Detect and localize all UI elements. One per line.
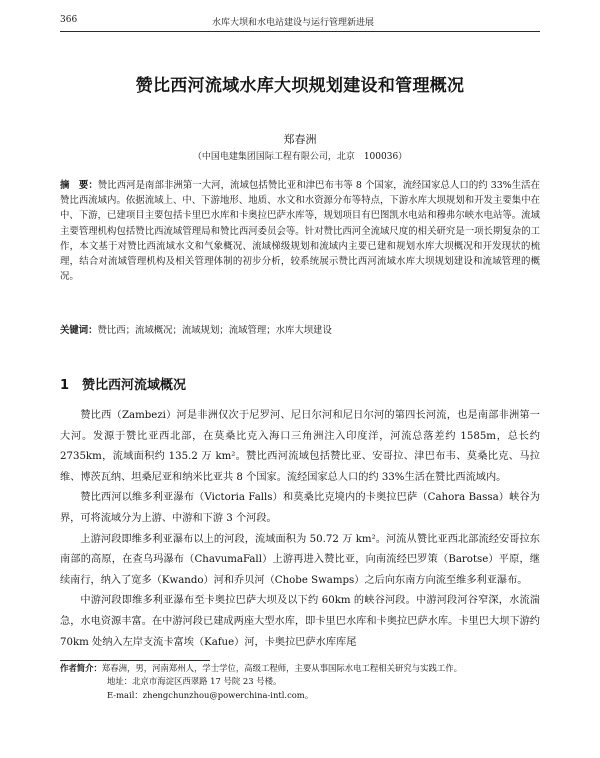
footnote-author-info: 郑春洲，男，河南郑州人，学士学位，高级工程师，主要从事国际水电工程相关研究与实践工作。 bbox=[101, 663, 462, 673]
keywords bbox=[60, 322, 540, 336]
paper-title: 赞比西河流域水库大坝规划建设和管理概况 bbox=[135, 76, 465, 96]
running-header bbox=[60, 14, 540, 28]
section-title: 赞比西河流域概况 bbox=[82, 378, 187, 393]
header-rule bbox=[60, 31, 540, 32]
abstract-label: 摘 要： bbox=[60, 180, 98, 191]
running-head-title: 水库大坝和水电站建设与运行管理新进展 bbox=[212, 18, 375, 28]
body-text bbox=[60, 406, 540, 653]
section-heading bbox=[60, 374, 540, 393]
abstract-text: 赞比西河是南部非洲第一大河，流域包括赞比亚和津巴布韦等 8 个国家，流经国家总人口的约 33%生活在赞比西流域内。依据流域上、中、下游地形、地质、水文和水资源分布等特点，下游水库大坝规划和开发主要集中在中、下游，已建项目主要包括卡里巴水库和卡奥拉巴萨水库等，规划项目有巴图凯水电站和穆弗尔峡水电站等。流域主要管理机构包括赞比西流域管理局和赞比西河委员会等。针对赞比西河全流域尺度的相关研究是一项长期复杂的工作，本文基于对赞比西流域水文和气象概况、流域梯级规划和流域内主要已建和规划水库大坝概况和开发现状的梳理，结合对流域管理机构及相关管理体制的初步分析，较系统展示赞比西河流域水库大坝规划建设和流域管理的概况。 bbox=[60, 180, 540, 283]
footnote-address: 地址：北京市海淀区西翠路 17 号院 23 号楼。 bbox=[107, 676, 282, 687]
abstract bbox=[60, 178, 540, 284]
footnote-rule bbox=[60, 660, 210, 661]
author-affiliation: （中国电建集团国际工程有限公司，北京 100036） bbox=[192, 152, 408, 162]
body-paragraph: 上游河段即维多利亚瀑布以上的河段，流域面积为 50.72 万 km²。河流从赞比亚西北部流经安哥拉东南部的高原，在查乌玛瀑布（ChavumaFall）上游再进入赞比亚，向南流经巴罗策（Barotse）平原，继续南行，纳入了宽多（Kwando）河和乔贝河（Chobe Swamps）之后向东南方向流至维多利亚瀑布。 bbox=[60, 533, 540, 586]
author-footnote bbox=[60, 662, 540, 702]
section-number: 1 bbox=[60, 378, 70, 393]
body-paragraph: 赞比西（Zambezi）河是非洲仅次于尼罗河、尼日尔河和尼日尔河的第四长河流，也是南部非洲第一大河。发源于赞比亚西北部，在莫桑比克入海口三角洲注入印度洋，河流总落差约 1585m，总长约 2735km，流域面积约 135.2 万 km²。赞比西河流域包括赞比亚、安哥拉、津巴布韦、莫桑比克、马拉维、博茨瓦纳、坦桑尼亚和纳米比亚共 8 个国家。流经国家总人口的约 33%生活在赞比西流域内。 bbox=[60, 410, 540, 483]
keywords-label: 关键词： bbox=[60, 325, 98, 336]
page-number: 366 bbox=[60, 15, 78, 25]
author-name: 郑春洲 bbox=[283, 133, 317, 146]
footnote-line bbox=[60, 662, 540, 675]
footnote-email: E-mail：zhengchunzhou@powerchina-intl.com。 bbox=[107, 689, 314, 700]
body-paragraph: 中游河段即维多利亚瀑布至卡奥拉巴萨大坝及以下约 60km 的峡谷河段。中游河段河谷窄深，水流湍急，水电资源丰富。在中游河段已建成两座大型水库，即卡里巴水库和卡奥拉巴萨水库。卡里巴大坝下游约 70km 处纳入左岸支流卡富埃（Kafue）河，卡奥拉巴萨水库库尾 bbox=[60, 595, 540, 648]
keywords-text: 赞比西；流域概况；流域规划；流域管理；水库大坝建设 bbox=[97, 325, 332, 336]
footnote-label: 作者简介： bbox=[60, 663, 102, 673]
body-paragraph: 赞比西河以维多利亚瀑布（Victoria Falls）和莫桑比克境内的卡奥拉巴萨（Cahora Bassa）峡谷为界，可将流域分为上游、中游和下游 3 个河段。 bbox=[60, 492, 540, 524]
